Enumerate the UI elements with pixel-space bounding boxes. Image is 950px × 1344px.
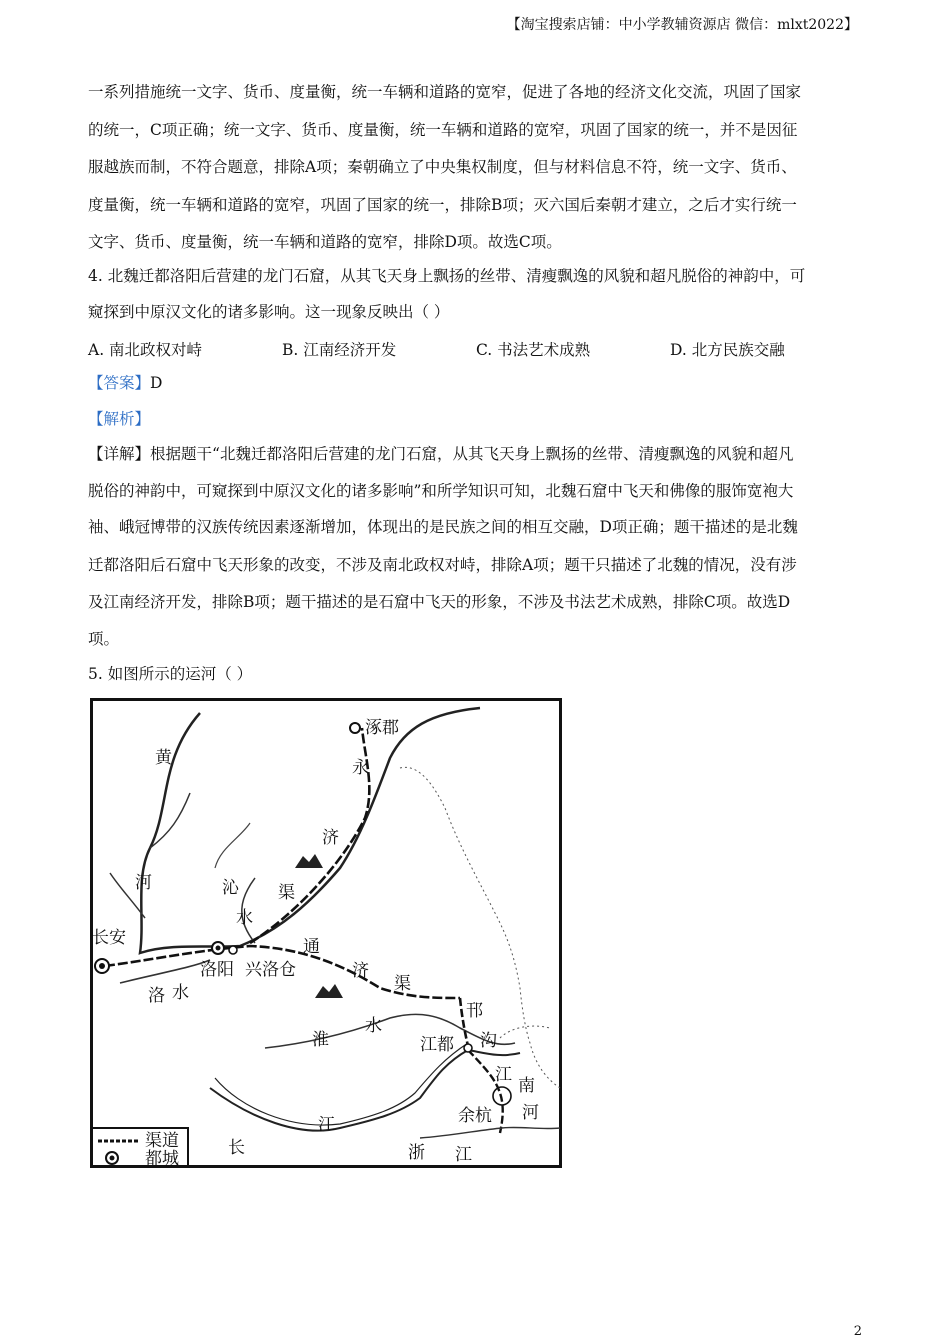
map-label: 永	[352, 758, 369, 778]
city-icon	[229, 946, 237, 954]
text-line: 文字、货币、度量衡，统一车辆和道路的宽窄，排除D项。故选C项。	[88, 233, 562, 251]
analysis-label: 【解析】	[88, 410, 151, 428]
answer-label: 【答案】	[88, 374, 151, 392]
option-b: B. 江南经济开发	[282, 341, 397, 359]
detail-text: 根据题干“北魏迁都洛阳后营建的龙门石窟，从其飞天身上飘扬的丝带、清瘦飘逸的风貌和超凡	[150, 445, 794, 463]
question-5-stem: 5. 如图所示的运河（ ）	[88, 665, 253, 683]
map-label: 浙	[408, 1143, 425, 1163]
answer-value: D	[150, 374, 163, 392]
map-label: 江都	[420, 1035, 454, 1055]
map-label: 黄	[155, 748, 172, 768]
map-label: 兴洛仓	[245, 960, 296, 980]
legend-canal-label: 渠道	[145, 1131, 179, 1151]
detail-line: 迁都洛阳后石窟中飞天形象的改变，不涉及南北政权对峙，排除A项；题干只描述了北魏的情况，没有涉	[88, 556, 797, 574]
city-icon	[464, 1044, 472, 1052]
map-label: 江	[495, 1065, 512, 1085]
map-label: 济	[352, 961, 369, 981]
detail-label: 【详解】	[88, 445, 151, 463]
map-label: 水	[365, 1016, 382, 1036]
option-c: C. 书法艺术成熟	[476, 341, 591, 359]
answer-line	[88, 373, 162, 393]
detail-line: 项。	[88, 630, 120, 648]
option-d: D. 北方民族交融	[670, 341, 785, 359]
map-label: 长安	[92, 928, 126, 948]
page-header: 【淘宝搜索店铺：中小学教辅资源店 微信：mlxt2022】	[506, 17, 858, 33]
map-label: 长	[228, 1138, 245, 1158]
map-label: 水	[172, 983, 189, 1003]
map-label: 渠	[394, 974, 411, 994]
text-line: 的统一，C项正确；统一文字、货币、度量衡，统一车辆和道路的宽窄，巩固了国家的统一，并不是因征	[88, 121, 798, 139]
city-icon	[350, 723, 360, 733]
detail-line: 袖、峨冠博带的汉族传统因素逐渐增加，体现出的是民族之间的相互交融，D项正确；题干描述的是北魏	[88, 518, 798, 536]
map-label: 渠	[278, 883, 295, 903]
map-label: 南	[518, 1076, 535, 1096]
map-label: 通	[303, 937, 320, 957]
map-label: 涿郡	[365, 718, 399, 738]
page-number: 2	[853, 1324, 862, 1339]
text-line: 度量衡，统一车辆和道路的宽窄，巩固了国家的统一，排除B项；灭六国后秦朝才建立，之后才实行统一	[88, 196, 797, 214]
legend-capital-label: 都城	[145, 1149, 179, 1168]
map-label: 江	[455, 1145, 472, 1165]
map-label: 余杭	[458, 1106, 492, 1126]
map-label: 河	[135, 873, 152, 893]
map-label: 洛	[148, 986, 165, 1006]
question-4-stem: 窥探到中原汉文化的诸多影响。这一现象反映出（ ）	[88, 303, 450, 321]
map-label: 济	[322, 828, 339, 848]
map-label: 邗	[466, 1001, 483, 1021]
question-4-stem: 4. 北魏迁都洛阳后营建的龙门石窟，从其飞天身上飘扬的丝带、清瘦飘逸的风貌和超凡脱俗的神韵中，可	[88, 267, 806, 285]
map-label: 河	[522, 1103, 539, 1123]
detail-line: 脱俗的神韵中，可窥探到中原汉文化的诸多影响”和所学知识可知，北魏石窟中飞天和佛像的服饰宽袍大	[88, 482, 794, 500]
map-label: 水	[236, 908, 253, 928]
option-a: A. 南北政权对峙	[88, 341, 203, 359]
grand-canal-map	[90, 698, 562, 1168]
map-label: 沁	[222, 878, 239, 898]
map-label: 沟	[480, 1031, 497, 1051]
text-line: 一系列措施统一文字、货币、度量衡，统一车辆和道路的宽窄，促进了各地的经济文化交流，巩固了国家	[88, 83, 802, 101]
text-line: 服越族而制，不符合题意，排除A项；秦朝确立了中央集权制度，但与材料信息不符，统一文字、货币、	[88, 158, 797, 176]
map-label: 淮	[312, 1030, 329, 1050]
map-label: 洛阳	[200, 960, 234, 980]
detail-line	[88, 444, 793, 464]
map-label: 江	[318, 1115, 335, 1135]
detail-line: 及江南经济开发，排除B项；题干描述的是石窟中飞天的形象，不涉及书法艺术成熟，排除C项。故选D	[88, 593, 791, 611]
